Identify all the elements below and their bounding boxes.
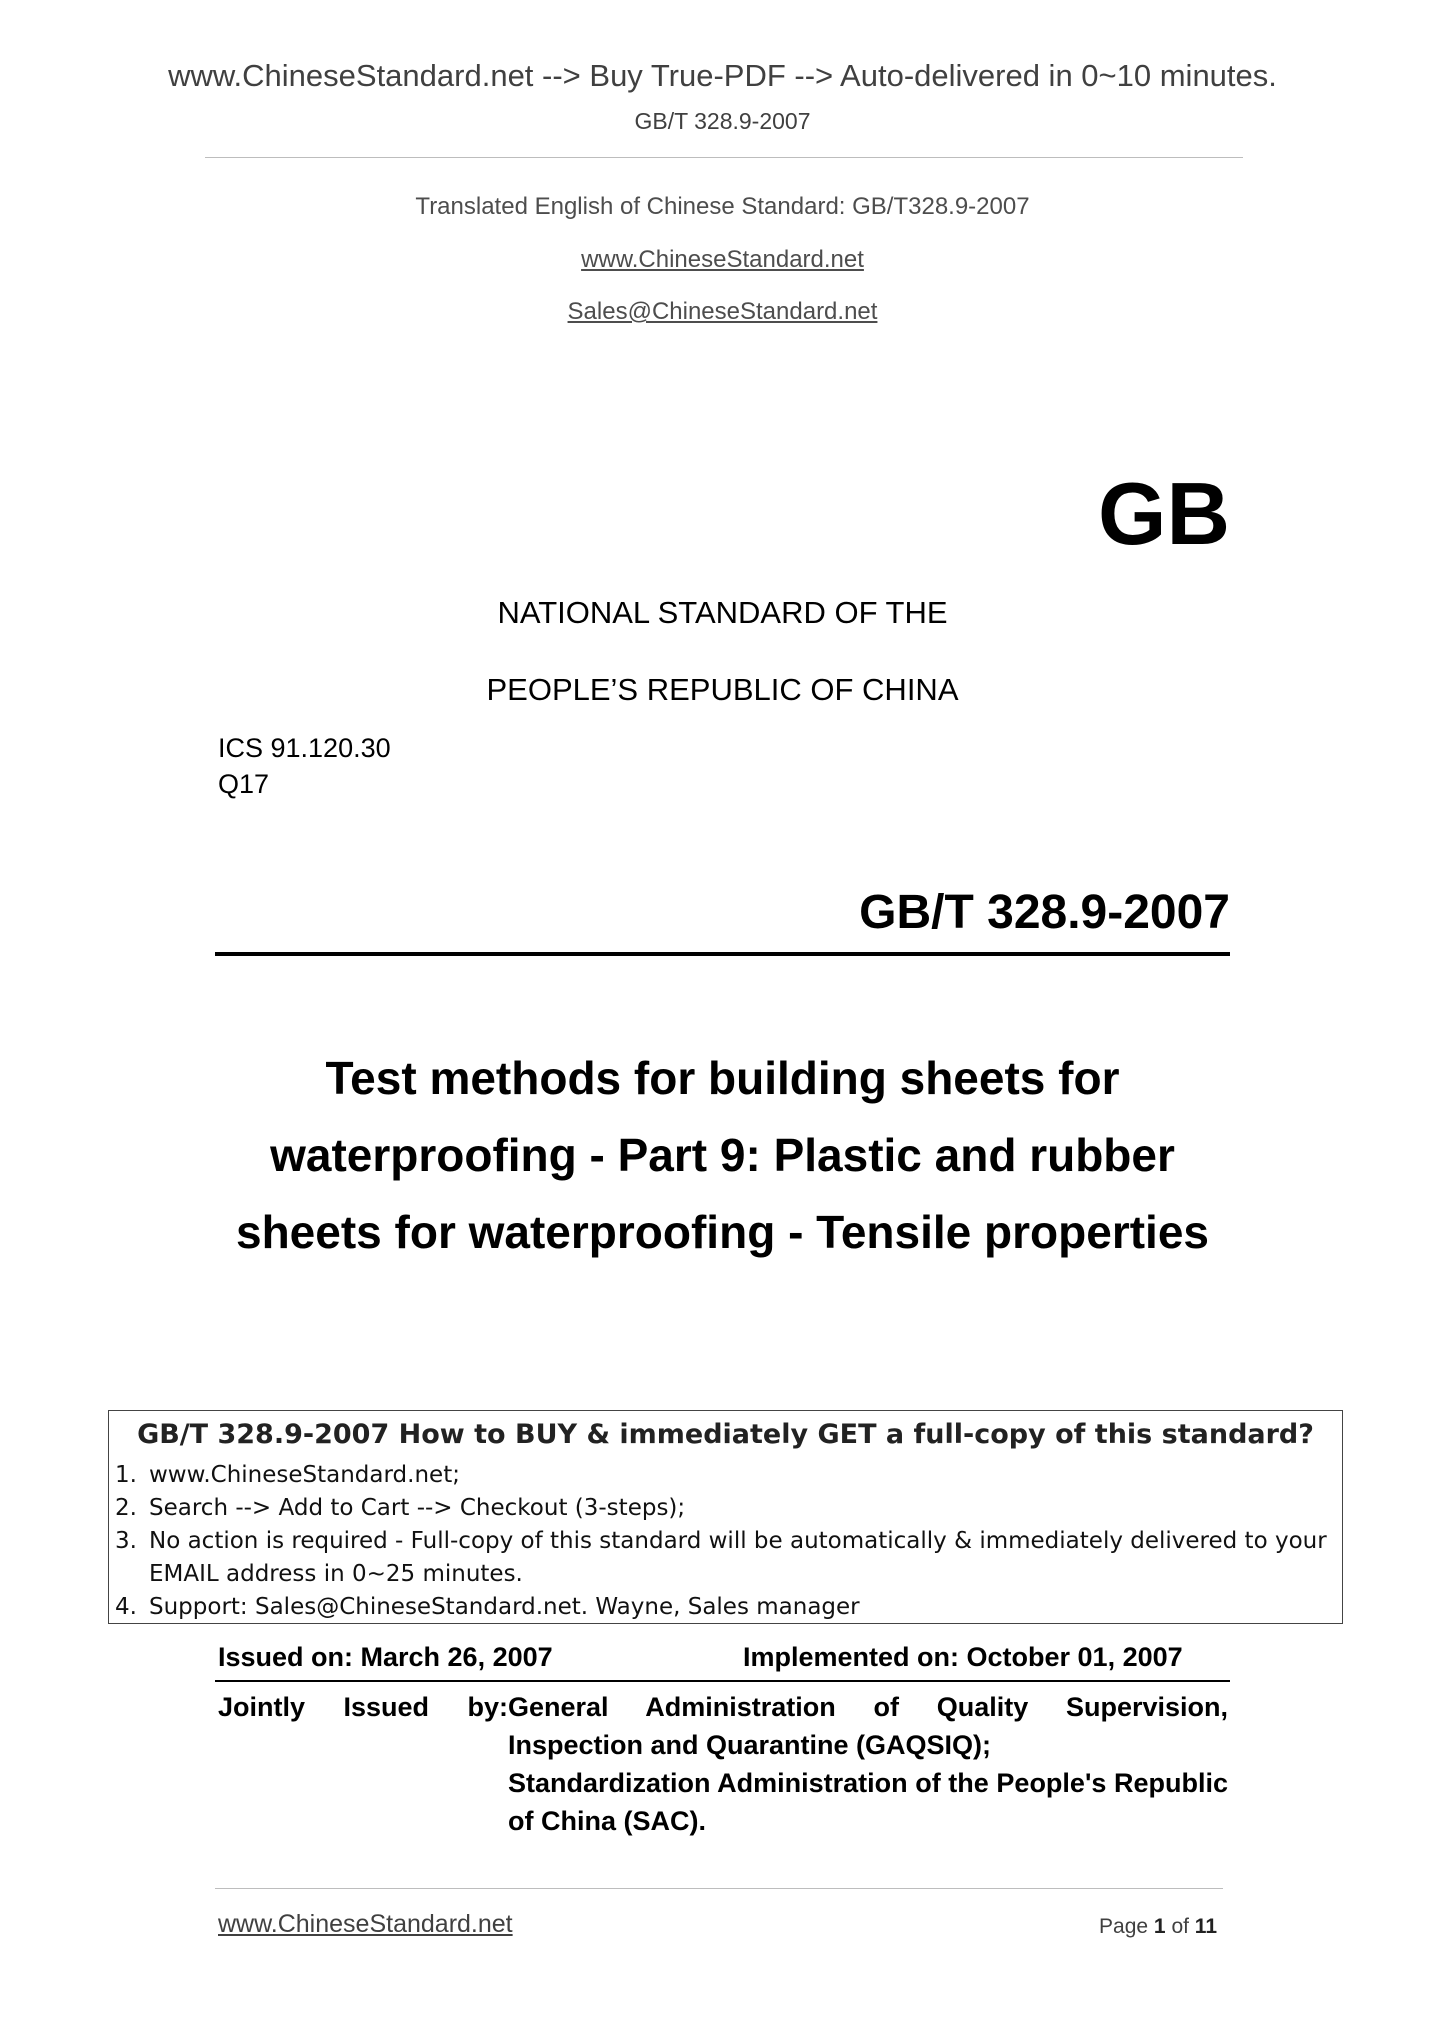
national-standard-line2: PEOPLE’S REPUBLIC OF CHINA [486,672,959,707]
list-text: No action is required - Full-copy of this standard will be automatically & immediately delivered to your EMAIL address in 0~25 minutes. [149,1528,1327,1587]
list-number: 1. [115,1462,137,1488]
list-number: 3. [115,1528,137,1554]
translated-note: Translated English of Chinese Standard: GB/T328.9-2007 [415,193,1030,220]
footer-website-link[interactable]: www.ChineseStandard.net [218,1910,513,1938]
list-text: www.ChineseStandard.net; [149,1462,460,1488]
buy-box-title: GB/T 328.9-2007 How to BUY & immediately GET a full-copy of this standard? [137,1419,1314,1450]
title-line: Test methods for building sheets for [325,1052,1120,1104]
page-of: of [1165,1915,1195,1938]
title-line: waterproofing - Part 9: Plastic and rubber [270,1129,1175,1181]
list-item [115,1591,1334,1624]
list-text: Search --> Add to Cart --> Checkout (3-steps); [149,1495,686,1521]
title-line: sheets for waterproofing - Tensile properties [236,1206,1209,1258]
national-standard-line1: NATIONAL STANDARD OF THE [497,595,948,630]
list-text: Support: Sales@ChineseStandard.net. Wayne, Sales manager [149,1594,860,1620]
page-number [1099,1915,1217,1939]
list-item [115,1492,1334,1525]
document-title [0,1040,1445,1271]
website-link[interactable]: www.ChineseStandard.net [581,246,864,273]
issue-dates [218,1642,1228,1673]
ccs-code: Q17 [218,769,270,799]
email-link[interactable]: Sales@ChineseStandard.net [567,298,878,325]
ics-code: ICS 91.120.30 [218,733,391,763]
email-link-wrap [0,298,1445,326]
list-item [115,1459,1334,1492]
header-promo: www.ChineseStandard.net --> Buy True-PDF --> Auto-delivered in 0~10 minutes. [168,58,1277,93]
issue-rule [215,1680,1230,1682]
list-number: 4. [115,1594,137,1620]
implemented-on: Implemented on: October 01, 2007 [743,1642,1183,1672]
issued-on: Issued on: March 26, 2007 [218,1642,553,1672]
page-total: 11 [1194,1915,1217,1938]
title-rule [215,952,1230,956]
footer-divider [215,1888,1223,1889]
issuer-entry: Standardization Administration of the People's Republic of China (SAC). [508,1768,1228,1836]
standard-number: GB/T 328.9-2007 [859,886,1230,939]
header-standard-code: GB/T 328.9-2007 [634,108,811,134]
buy-instructions-box [108,1410,1343,1624]
issuer-list [508,1688,1228,1840]
list-number: 2. [115,1495,137,1521]
classification-codes [218,730,391,802]
list-item [115,1525,1334,1591]
page-prefix: Page [1099,1915,1154,1938]
website-link-wrap [0,246,1445,274]
buy-steps-list [115,1459,1334,1624]
jointly-label: Jointly Issued by: [218,1692,508,1722]
gb-mark: GB [1098,464,1230,563]
issuer-entry: General Administration of Quality Supervision, Inspection and Quarantine (GAQSIQ); [508,1692,1228,1760]
page-current: 1 [1153,1915,1166,1938]
header-divider [205,157,1243,158]
